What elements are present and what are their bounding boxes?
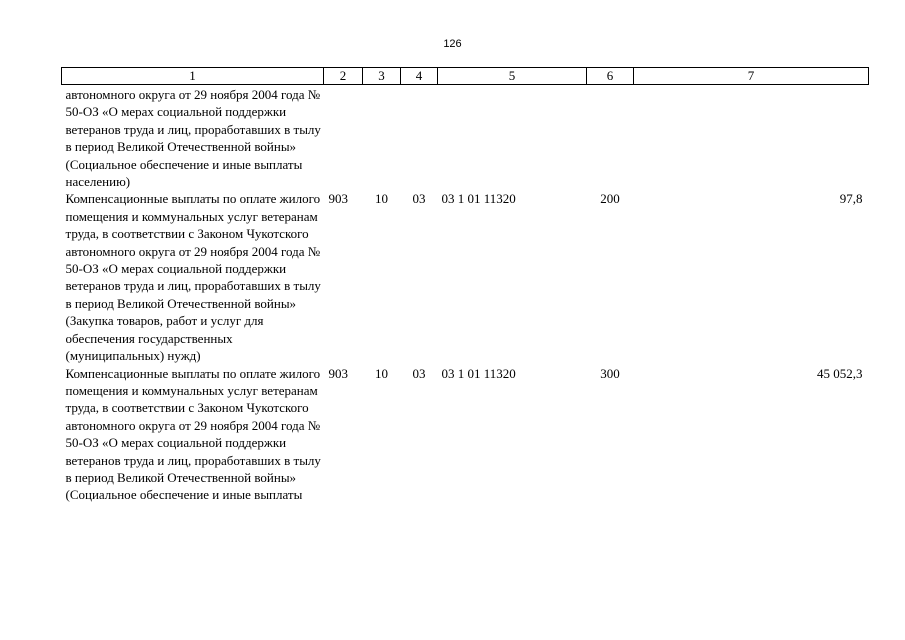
row-section: 10 [375,365,388,381]
row-expense-type [587,85,634,191]
column-header-5: 5 [438,68,587,85]
column-header-7: 7 [634,68,869,85]
header-row [62,68,869,85]
row-amount [634,85,869,191]
row-section [363,85,401,191]
row-admin-code: 903 [328,365,348,381]
row-expense-type: 300 [600,365,620,381]
column-header-2: 2 [324,68,363,85]
row-target-code [438,85,587,191]
column-header-1: 1 [62,68,324,85]
row-subsection: 03 [412,365,426,381]
row-section: 10 [375,191,388,207]
row-name: Компенсационные выплаты по оплате жилого помещения и коммунальных услуг ветеранам труда, в соответствии с Законом Чукотского автономного округа от 29 ноября 2004 года № 50-ОЗ «О мерах социальной поддержки ветеранов труда и лиц, проработавших в тылу в период Великой Отечественной войны» (Закупка товаров, работ и услуг для обеспечения государственных (муниципальных) нужд) [65,191,321,364]
row-target-code: 03 1 01 11320 [441,191,516,207]
row-amount: 97,8 [839,191,863,207]
row-amount: 45 052,3 [817,365,863,381]
column-header-6: 6 [587,68,634,85]
row-subsection: 03 [412,191,426,207]
budget-table [61,67,869,504]
column-header-4: 4 [401,68,438,85]
row-expense-type: 200 [600,191,620,207]
table-row [62,85,869,191]
table-row [62,190,869,364]
row-admin-code: 903 [328,191,348,207]
table-row [62,365,869,504]
row-name: Компенсационные выплаты по оплате жилого помещения и коммунальных услуг ветеранам труда, в соответствии с Законом Чукотского автономного округа от 29 ноября 2004 года № 50-ОЗ «О мерах социальной поддержки ветеранов труда и лиц, проработавших в тылу в период Великой Отечественной войны» (Социальное обеспечение и иные выплаты [65,365,321,503]
row-subsection [401,85,438,191]
row-target-code: 03 1 01 11320 [441,365,516,381]
page-number: 126 [443,38,462,50]
row-admin-code [324,85,363,191]
column-header-3: 3 [363,68,401,85]
row-name: автономного округа от 29 ноября 2004 года № 50-ОЗ «О мерах социальной поддержки ветеранов труда и лиц, проработавших в тылу в период Великой Отечественной войны» (Социальное обеспечение и иные выплаты населению) [65,87,321,190]
table-header [62,68,869,85]
